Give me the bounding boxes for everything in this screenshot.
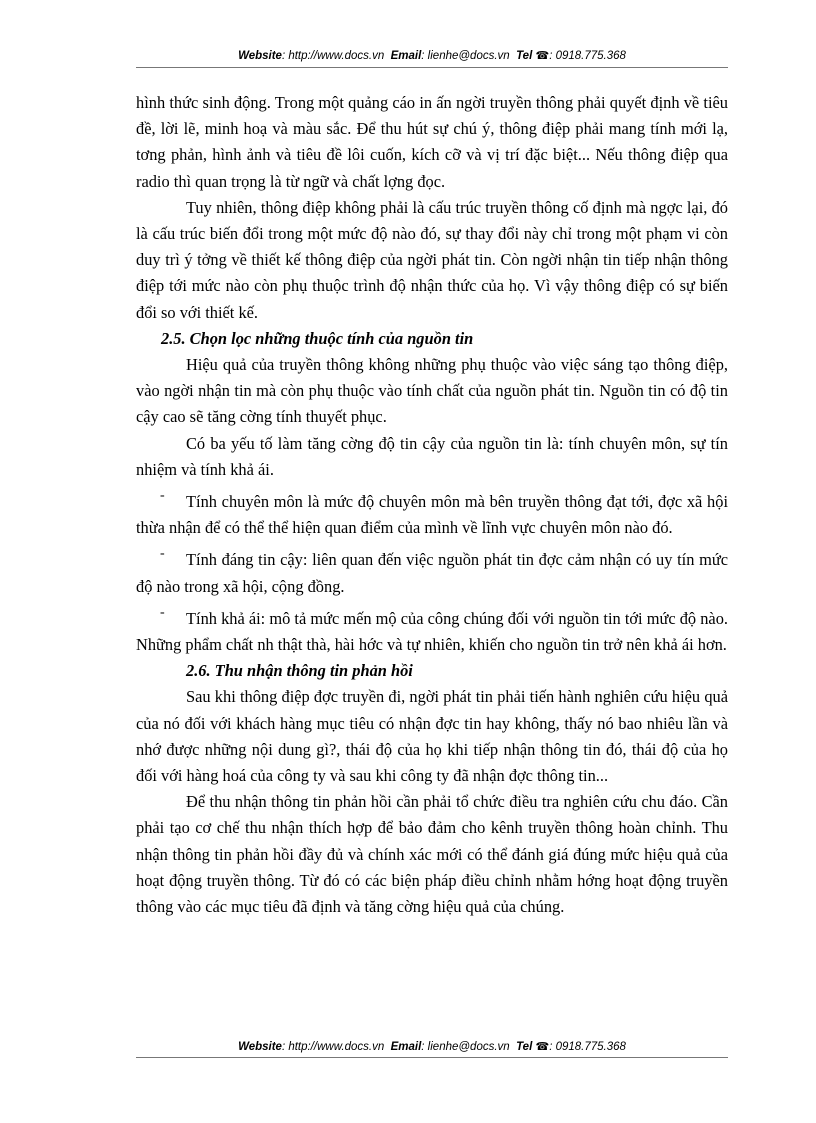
paragraph: hình thức sinh động. Trong một quảng cáo in ấn ngời truyền thông phải quyết định về tiêu đề, lời lẽ, minh hoạ và màu sắc. Để thu hút sự chú ý, thông điệp phải mang tính mới lạ, tơng phản, hình ảnh và tiêu đề lôi cuốn, kích cỡ và vị trí đặc biệt... Nếu thông điệp qua radio thì quan trọng là từ ngữ và chất lợng đọc. [136, 93, 728, 191]
list-item-text: Tính khả ái: mô tả mức mến mộ của công chúng đối với nguồn tin tới mức độ nào. Những phẩm chất nh thật thà, hài hớc và tự nhiên, khiến cho nguồn tin trở nên khả ái hơn. [136, 608, 728, 655]
paragraph: Tuy nhiên, thông điệp không phải là cấu trúc truyền thông cố định mà ngợc lại, đó là cấu trúc biến đổi trong một mức độ nào đó, sự thay đổi này chỉ trong một phạm vi còn duy trì ý tởng về thiết kế thông điệp của ngời phát tin. Còn ngời nhận tin tiếp nhận thông điệp tới mức nào còn phụ thuộc trình độ nhận thức của họ. Vì vậy thông điệp có sự biến đổi so với thiết kế. [136, 197, 728, 322]
footer-email-label: Email [390, 1041, 422, 1053]
section-heading: 2.5. Chọn lọc những thuộc tính của nguồn tin [161, 328, 474, 348]
phone-icon: ☎ [535, 1041, 550, 1053]
header-website-link[interactable]: : http://www.docs.vn [281, 50, 385, 62]
list-item [136, 600, 728, 658]
footer-website-label: Website [238, 1041, 282, 1053]
paragraph: Hiệu quả của truyền thông không những phụ thuộc vào việc sáng tạo thông điệp, vào ngời nhận tin mà còn phụ thuộc vào tính chất của nguồn phát tin. Nguồn tin có độ tin cậy cao sẽ tăng cờng tính thuyết phục. [136, 355, 728, 427]
list-item-text: Tính đáng tin cậy: liên quan đến việc nguồn phát tin đợc cảm nhận có uy tín mức độ nào trong xã hội, cộng đồng. [136, 550, 728, 596]
footer-divider [136, 1057, 728, 1058]
document-body [136, 90, 728, 920]
header-email-label: Email [390, 50, 422, 62]
section-heading: 2.6. Thu nhận thông tin phản hồi [186, 661, 413, 681]
phone-icon: ☎ [535, 50, 550, 62]
header-website-label: Website [238, 50, 282, 62]
footer-tel-value: : 0918.775.368 [549, 1041, 626, 1053]
paragraph: Để thu nhận thông tin phản hồi cần phải tổ chức điều tra nghiên cứu chu đáo. Cần phải tạo cơ chế thu nhận thích hợp để bảo đảm cho kênh truyền thông hoàn chỉnh. Thu nhận thông tin phản hồi đầy đủ và chính xác mới có thể đánh giá đúng mức hiệu quả của hoạt động truyền thông. Từ đó có các biện pháp điều chỉnh nhằm hớng hoạt động truyền thông vào các mục tiêu đã định và tăng cờng hiệu quả của chúng. [136, 792, 728, 917]
header-divider [136, 67, 728, 68]
footer-website-link[interactable]: : http://www.docs.vn [281, 1041, 385, 1053]
paragraph: Sau khi thông điệp đợc truyền đi, ngời phát tin phải tiến hành nghiên cứu hiệu quả của nó đối với khách hàng mục tiêu có nhận đợc tin hay không, thấy nó bao nhiêu lần và nhớ được những nội dung gì?, thái độ của họ khi tiếp nhận thông tin đó, thái độ của họ đối với hàng hoá của công ty và sau khi công ty đã nhận đợc thông tin... [136, 687, 728, 786]
header-email-link[interactable]: : lienhe@docs.vn [421, 50, 510, 62]
list-item-text: Tính chuyên môn là mức độ chuyên môn mà bên truyền thông đạt tới, đợc xã hội thừa nhận để có thể thể hiện quan điểm của mình về lĩnh vực chuyên môn nào đó. [136, 492, 728, 538]
footer-email-link[interactable]: : lienhe@docs.vn [421, 1041, 510, 1053]
list-item [136, 541, 728, 599]
list-item [136, 483, 728, 541]
bullet-mark: - [160, 604, 165, 620]
paragraph: Có ba yếu tố làm tăng cờng độ tin cậy của nguồn tin là: tính chuyên môn, sự tín nhiệm và tính khả ái. [136, 433, 728, 479]
footer-tel-label: Tel [516, 1041, 533, 1053]
header-tel-value: : 0918.775.368 [549, 50, 626, 62]
header-tel-label: Tel [516, 50, 533, 62]
bullet-mark: - [160, 488, 165, 504]
page-header [136, 48, 728, 64]
bullet-mark: - [160, 546, 165, 562]
page-footer [136, 1039, 728, 1055]
